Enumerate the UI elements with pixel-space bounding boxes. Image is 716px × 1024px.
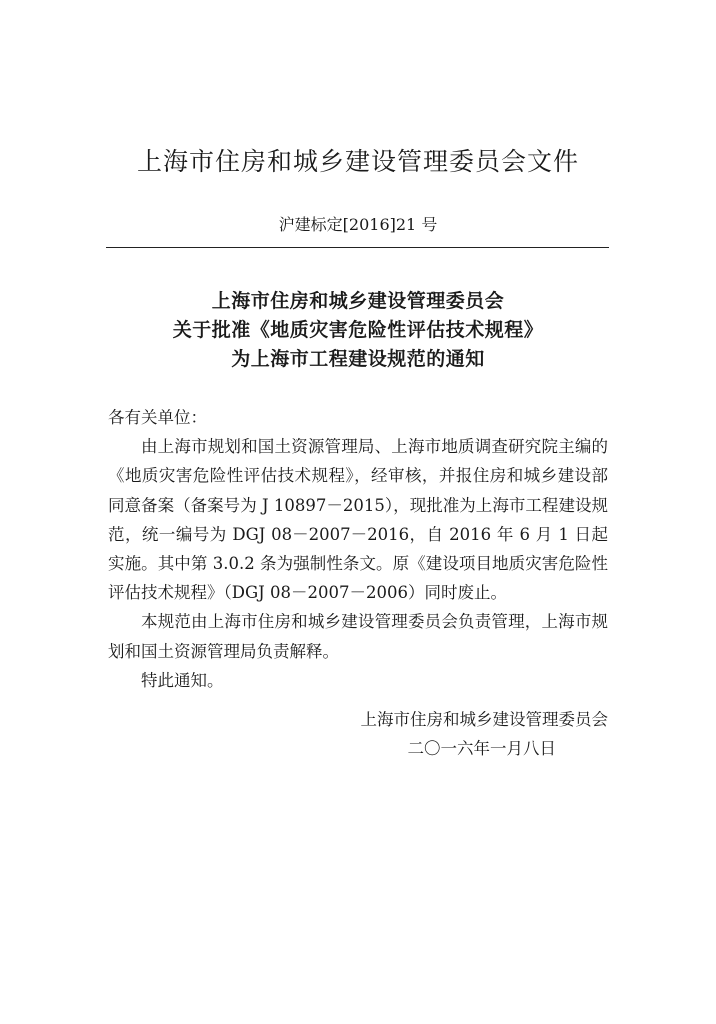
document-number: 沪建标定[2016]21 号 (278, 215, 438, 234)
notice-title-line-2: 关于批准《地质灾害危险性评估技术规程》 (172, 319, 544, 341)
notice-title-line-1: 上海市住房和城乡建设管理委员会 (211, 290, 505, 312)
notice-title-line-3: 为上海市工程建设规范的通知 (231, 348, 485, 370)
issuer-signature: 上海市住房和城乡建设管理委员会 (360, 710, 608, 729)
notice-body (108, 403, 608, 695)
closing-remark: 特此通知。 (141, 670, 224, 690)
salutation: 各有关单位： (108, 408, 207, 427)
header-divider (106, 247, 609, 248)
body-paragraph-1: 由上海市规划和国土资源管理局、上海市地质调查研究院主编的《地质灾害危险性评估技术规程》，经审核，并报住房和城乡建设部同意备案（备案号为 J 10897－2015），现批准为上海市工程建设规范，统一编号为 DGJ 08－2007－2016，自 2016 年 6 月 1 日起实施。其中第 3.0.2 条为强制性条文。原《建设项目地质灾害危险性评估技术规程》（DGJ 08－2007－2006）同时废止。 (108, 437, 608, 603)
issue-date: 二〇一六年一月八日 (407, 739, 556, 758)
body-paragraph-2: 本规范由上海市住房和城乡建设管理委员会负责管理，上海市规划和国土资源管理局负责解释。 (108, 612, 608, 661)
notice-title (0, 287, 716, 374)
issuer-header-title: 上海市住房和城乡建设管理委员会文件 (136, 147, 579, 176)
